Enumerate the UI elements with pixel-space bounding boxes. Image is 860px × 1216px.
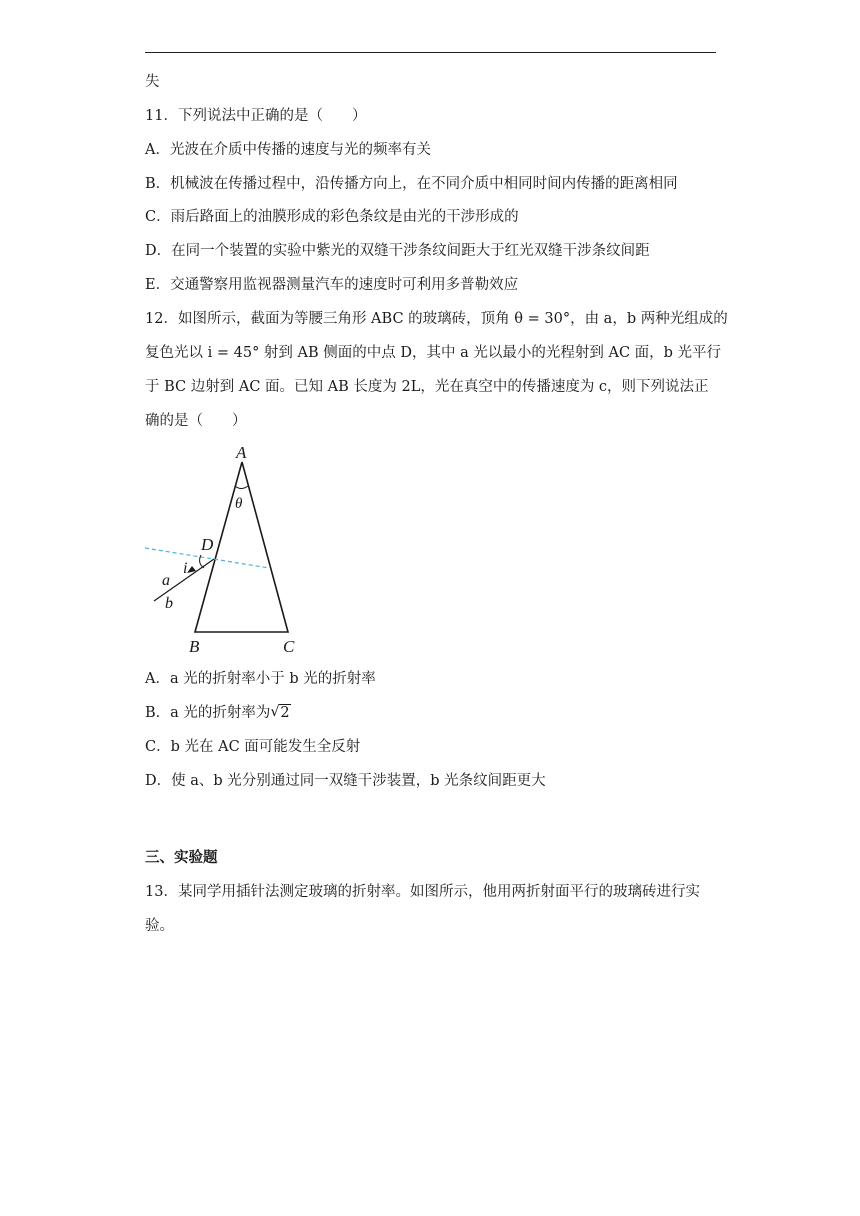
q13-stem-line2: 验。	[145, 918, 174, 934]
q13-stem-line1: 13．某同学用插针法测定玻璃的折射率。如图所示，他用两折射面平行的玻璃砖进行实	[145, 884, 700, 900]
q12-option-b	[145, 703, 291, 723]
q11-option-a: A．光波在介质中传播的速度与光的频率有关	[145, 142, 431, 158]
label-a: a	[162, 572, 170, 589]
q11-stem: 11．下列说法中正确的是（ ）	[145, 108, 367, 124]
label-D: D	[201, 535, 214, 554]
q12-stem-line2: 复色光以 i = 45° 射到 AB 侧面的中点 D，其中 a 光以最小的光程射到 AC 面，b 光平行	[145, 345, 722, 361]
label-B: B	[189, 637, 200, 656]
prism-figure	[140, 442, 300, 657]
section-heading: 三、实验题	[145, 849, 218, 866]
q11-option-c: C．雨后路面上的油膜形成的彩色条纹是由光的干涉形成的	[145, 209, 519, 225]
sqrt-expression: √ 2	[270, 704, 290, 721]
label-i: i	[183, 560, 188, 577]
q11-option-e: E．交通警察用监视器测量汽车的速度时可利用多普勒效应	[145, 277, 519, 293]
label-C: C	[283, 637, 295, 656]
label-theta: θ	[235, 496, 243, 512]
q11-option-b: B．机械波在传播过程中，沿传播方向上，在不同介质中相同时间内传播的距离相同	[145, 176, 678, 192]
sqrt-radicand: 2	[280, 705, 290, 721]
q12-stem-line4: 确的是（ ）	[145, 413, 247, 429]
header-rule	[145, 52, 716, 53]
q12-option-d: D．使 a、b 光分别通过同一双缝干涉装置，b 光条纹间距更大	[145, 773, 546, 789]
q12-option-a: A．a 光的折射率小于 b 光的折射率	[145, 671, 376, 687]
apex-angle-arc	[235, 486, 248, 489]
q12-stem-line3: 于 BC 边射到 AC 面。已知 AB 长度为 2L，光在真空中的传播速度为 c，则下列说法正	[145, 379, 709, 395]
label-A: A	[236, 443, 247, 462]
q12-option-b-text: B．a 光的折射率为	[145, 705, 271, 721]
label-b: b	[165, 595, 173, 612]
continuation-text: 失	[145, 74, 160, 90]
q12-option-c: C．b 光在 AC 面可能发生全反射	[145, 739, 361, 755]
q11-option-d: D．在同一个装置的实验中紫光的双缝干涉条纹间距大于红光双缝干涉条纹间距	[145, 243, 650, 259]
q12-stem-line1: 12．如图所示，截面为等腰三角形 ABC 的玻璃砖，顶角 θ = 30°，由 a，b 两种光组成的	[145, 311, 728, 327]
